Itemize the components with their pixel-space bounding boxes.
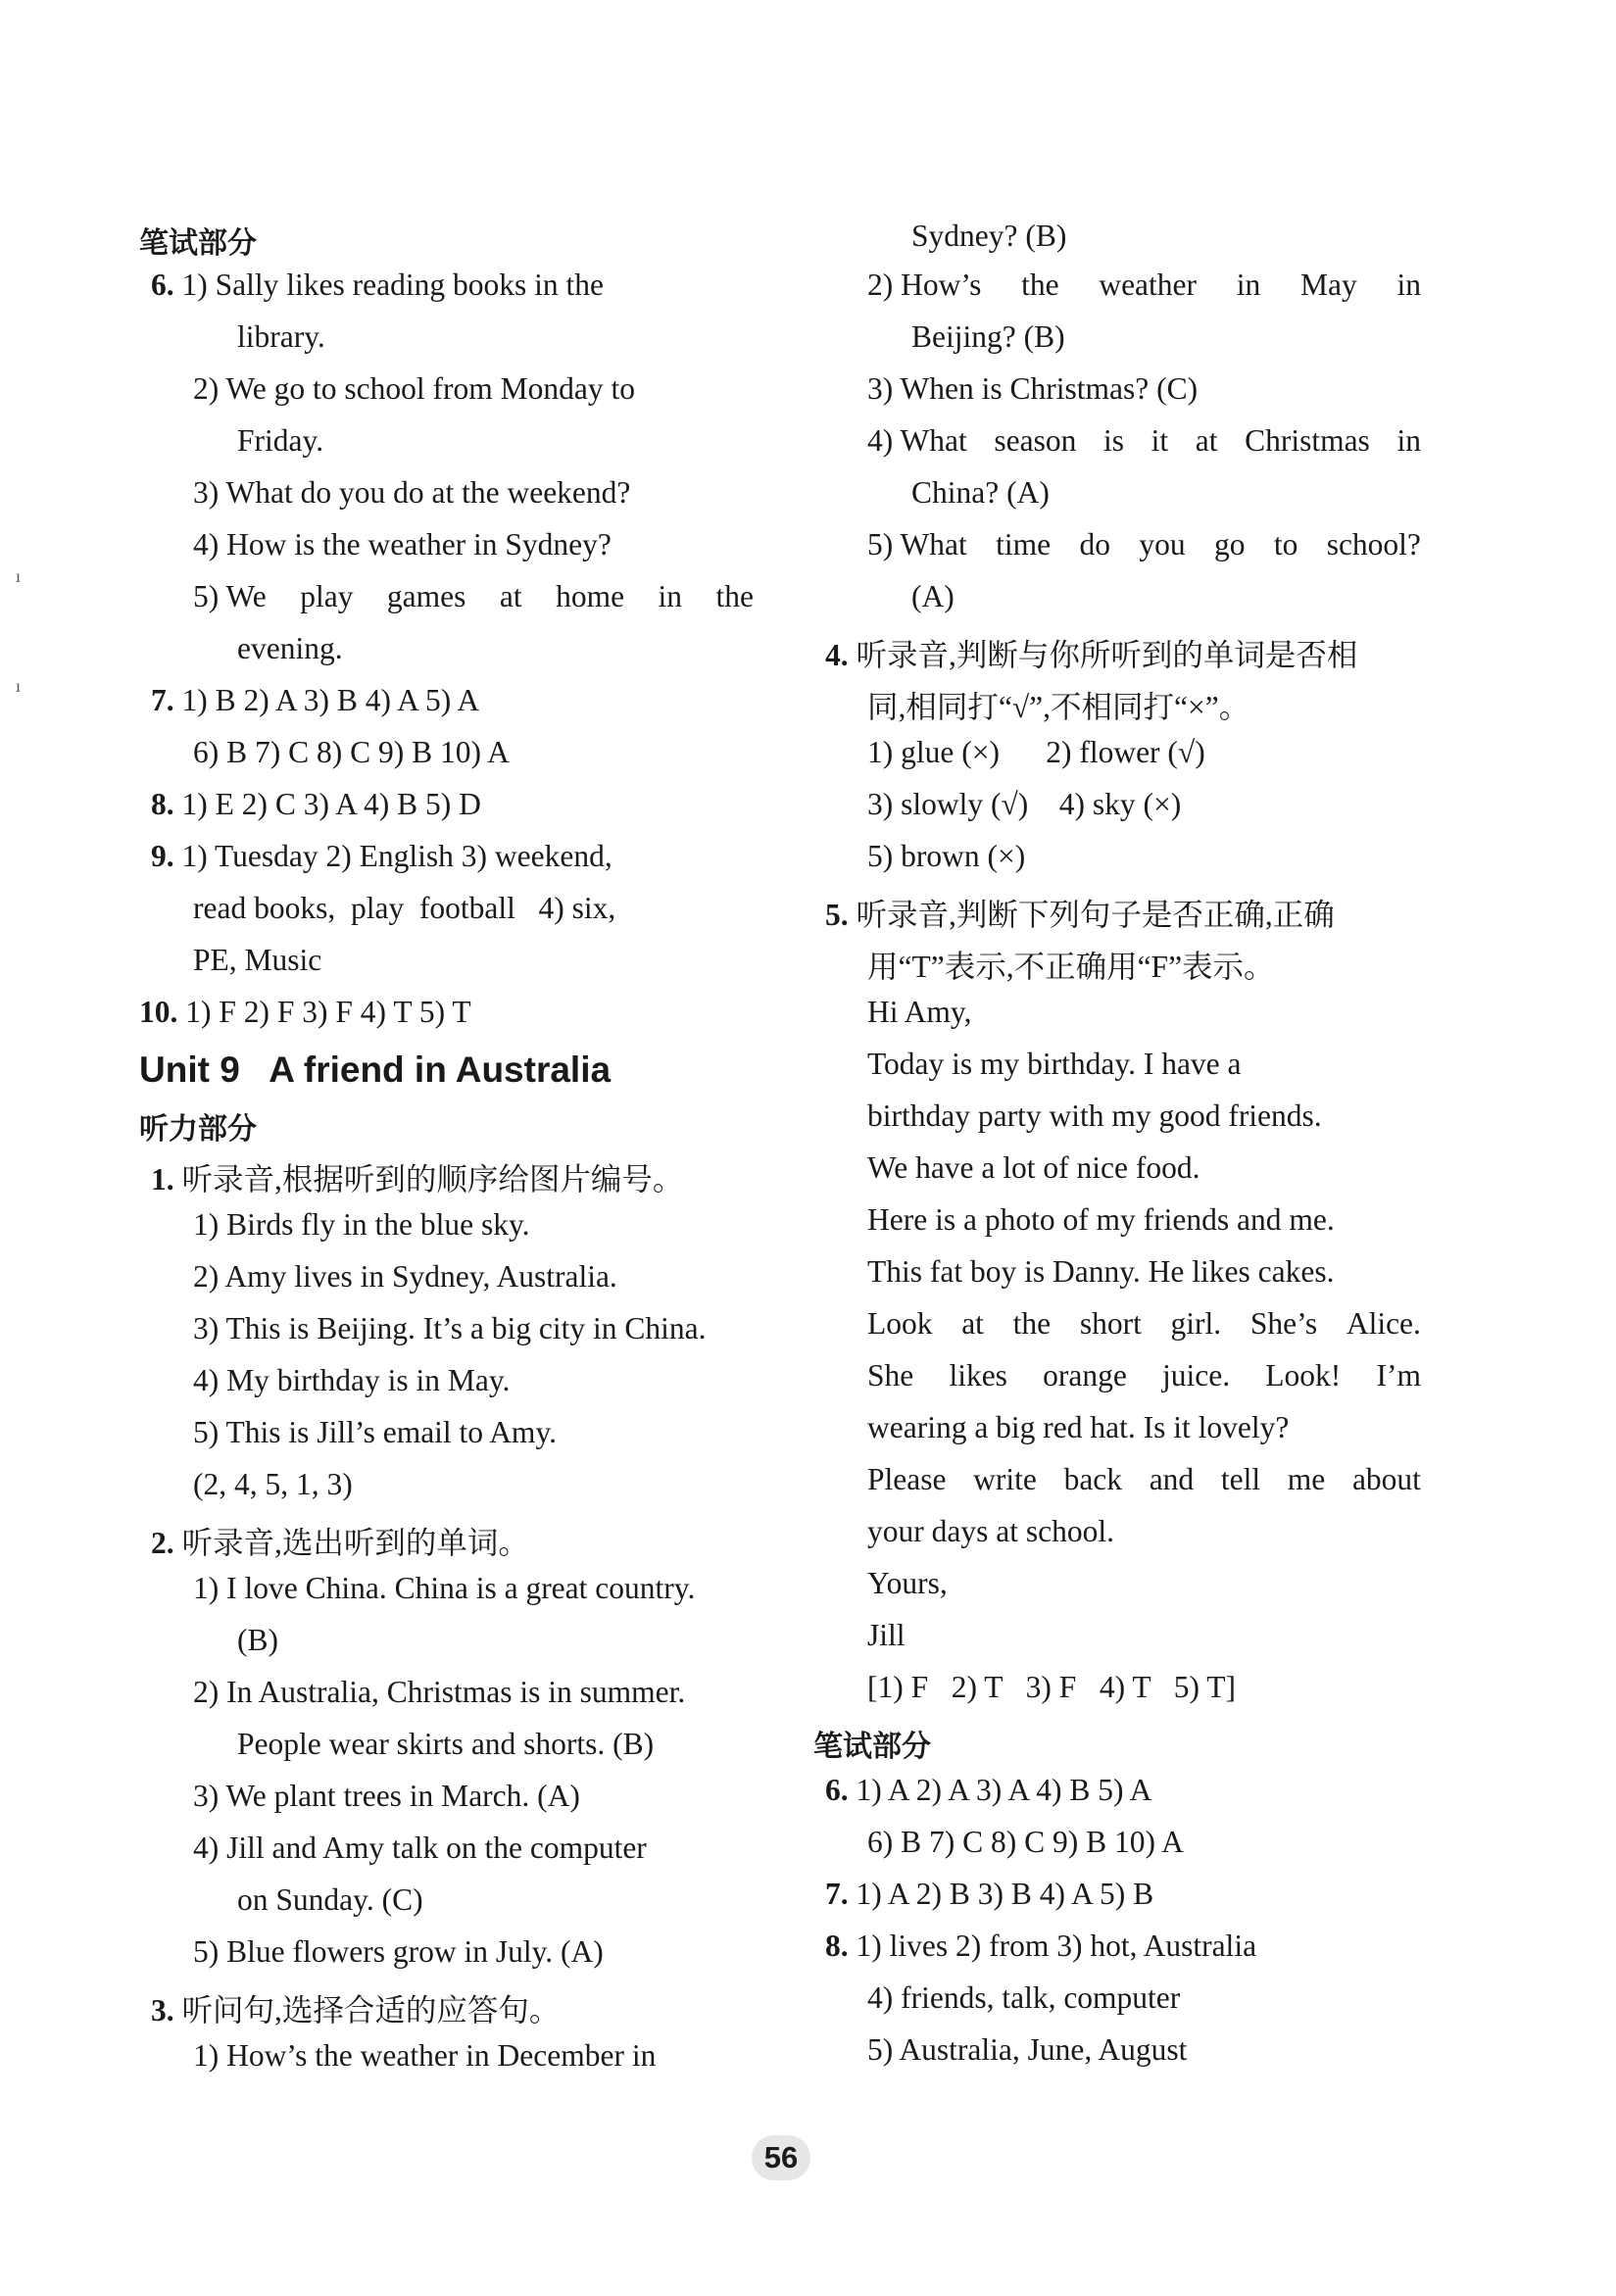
- question-number: 9.: [151, 839, 174, 873]
- answer-line: 1) B 2) A 3) B 4) A 5) A: [181, 683, 480, 717]
- word: the: [1021, 268, 1059, 302]
- word: 5) We: [193, 579, 267, 613]
- letter-line: Yours,: [867, 1566, 948, 1600]
- word: and: [1149, 1462, 1195, 1496]
- word: you: [1139, 527, 1186, 562]
- question-7: [151, 683, 479, 718]
- question-number: 2.: [151, 1526, 174, 1560]
- letter-line-justified: [867, 1358, 1421, 1393]
- instruction: 同,相同打“√”,不相同打“×”。: [867, 690, 1250, 724]
- answer-line: 2) We go to school from Monday to: [193, 371, 635, 406]
- word: juice.: [1162, 1358, 1231, 1392]
- question-number: 8.: [825, 1929, 849, 1963]
- answer-line: 2) In Australia, Christmas is in summer.: [193, 1675, 686, 1709]
- word: at: [961, 1306, 984, 1341]
- answer-line: 1) Tuesday 2) English 3) weekend,: [181, 839, 612, 873]
- word: it: [1151, 423, 1169, 458]
- question-8: [151, 787, 481, 822]
- answer-line: 6) B 7) C 8) C 9) B 10) A: [193, 735, 510, 769]
- answer-line: 5) Blue flowers grow in July. (A): [193, 1934, 604, 1969]
- letter-line: We have a lot of nice food.: [867, 1150, 1200, 1185]
- word: in: [1236, 268, 1261, 302]
- word: Christmas: [1245, 423, 1370, 458]
- word: write: [973, 1462, 1037, 1496]
- question-1: [151, 1155, 683, 1199]
- word: tell: [1220, 1462, 1261, 1496]
- answer-line: 3) slowly (√) 4) sky (×): [867, 787, 1182, 821]
- answer-line: 1) lives 2) from 3) hot, Australia: [856, 1929, 1257, 1963]
- answer-line: 4) friends, talk, computer: [867, 1980, 1181, 2015]
- word: about: [1351, 1462, 1421, 1496]
- answer-line: 1) I love China. China is a great country.: [193, 1571, 696, 1605]
- question-5: [825, 891, 1335, 935]
- letter-line: This fat boy is Danny. He likes cakes.: [867, 1254, 1335, 1289]
- word: May: [1300, 268, 1357, 302]
- question-number: 6.: [825, 1773, 849, 1807]
- unit-title: Unit 9 A friend in Australia: [139, 1050, 612, 1090]
- answer-line: (A): [911, 579, 955, 613]
- answer-line: 1) glue (×) 2) flower (√): [867, 735, 1205, 769]
- word: She’s: [1249, 1306, 1318, 1341]
- word: 5) What: [867, 527, 967, 562]
- question-9: [151, 839, 612, 874]
- word: orange: [1043, 1358, 1127, 1392]
- word: do: [1079, 527, 1110, 562]
- word: school?: [1326, 527, 1421, 562]
- answer-line: 2) Amy lives in Sydney, Australia.: [193, 1259, 617, 1294]
- answer-line: 1) Birds fly in the blue sky.: [193, 1207, 530, 1242]
- word: in: [1396, 423, 1421, 458]
- answer-line: 1) Sally likes reading books in the: [181, 268, 604, 302]
- word: home: [556, 579, 625, 613]
- answer-line: 1) How’s the weather in December in: [193, 2038, 657, 2073]
- answer-line: China? (A): [911, 475, 1050, 510]
- letter-line: Jill: [867, 1618, 906, 1652]
- question-number: 4.: [825, 638, 849, 672]
- question-6: [151, 268, 604, 303]
- question-number: 1.: [151, 1162, 174, 1197]
- answer-line: (2, 4, 5, 1, 3): [193, 1467, 353, 1501]
- answer-line: evening.: [237, 631, 343, 665]
- question-7: [825, 1877, 1153, 1912]
- margin-mark: ı: [16, 676, 22, 696]
- answer-line: 3) We plant trees in March. (A): [193, 1779, 580, 1813]
- word: at: [499, 579, 522, 613]
- answer-line: 3) What do you do at the weekend?: [193, 475, 631, 510]
- answer-line: on Sunday. (C): [237, 1882, 423, 1917]
- margin-mark: ı: [16, 566, 22, 586]
- instruction: 用“T”表示,不正确用“F”表示。: [867, 950, 1275, 984]
- answer-line: 5) Australia, June, August: [867, 2032, 1188, 2067]
- instruction: 听录音,判断下列句子是否正确,正确: [856, 898, 1335, 932]
- letter-line: Here is a photo of my friends and me.: [867, 1202, 1335, 1237]
- question-6: [825, 1773, 1151, 1808]
- answer-line: People wear skirts and shorts. (B): [237, 1727, 655, 1761]
- word: 2) How’s: [867, 268, 982, 302]
- question-3: [151, 1986, 560, 2030]
- answer-line: read books, play football 4) six,: [193, 891, 616, 925]
- question-number: 6.: [151, 268, 174, 302]
- letter-line: Today is my birthday. I have a: [867, 1047, 1242, 1081]
- word: She: [867, 1358, 914, 1392]
- answer-line: Friday.: [237, 423, 324, 458]
- section-heading-listening: 听力部分: [139, 1112, 257, 1147]
- word: at: [1195, 423, 1218, 458]
- answer-line: 5) brown (×): [867, 839, 1026, 873]
- answer-line: 1) F 2) F 3) F 4) T 5) T: [185, 995, 471, 1029]
- letter-line: birthday party with my good friends.: [867, 1099, 1322, 1133]
- answer-line: 4) My birthday is in May.: [193, 1363, 511, 1397]
- letter-line-justified: [867, 1462, 1421, 1497]
- word: me: [1287, 1462, 1326, 1496]
- word: to: [1273, 527, 1298, 562]
- answer-line: 3) When is Christmas? (C): [867, 371, 1199, 406]
- word: girl.: [1170, 1306, 1222, 1341]
- question-2: [151, 1519, 529, 1563]
- word: 4) What: [867, 423, 967, 458]
- answer-line: 1) E 2) C 3) A 4) B 5) D: [181, 787, 481, 821]
- instruction: 听问句,选择合适的应答句。: [181, 1993, 561, 2027]
- answer-line: Sydney? (B): [911, 219, 1067, 253]
- question-number: 5.: [825, 898, 849, 932]
- word: I’m: [1376, 1358, 1421, 1392]
- question-number: 7.: [151, 683, 174, 717]
- answer-line: [1) F 2) T 3) F 4) T 5) T]: [867, 1670, 1236, 1704]
- page-number: 56: [752, 2135, 810, 2180]
- word: likes: [949, 1358, 1007, 1392]
- word: in: [658, 579, 683, 613]
- question-number: 8.: [151, 787, 174, 821]
- answer-line: 1) A 2) B 3) B 4) A 5) B: [856, 1877, 1154, 1911]
- word: short: [1079, 1306, 1142, 1341]
- answer-line-justified: [193, 579, 754, 614]
- answer-line: Beijing? (B): [911, 319, 1065, 354]
- answer-line: 4) Jill and Amy talk on the computer: [193, 1831, 647, 1865]
- letter-line-justified: [867, 1306, 1421, 1342]
- answer-line: 1) A 2) A 3) A 4) B 5) A: [856, 1773, 1152, 1807]
- word: go: [1213, 527, 1246, 562]
- answer-line-justified: [867, 268, 1421, 303]
- word: games: [386, 579, 466, 613]
- word: play: [300, 579, 354, 613]
- answer-line: 4) How is the weather in Sydney?: [193, 527, 612, 562]
- answer-line: library.: [237, 319, 325, 354]
- word: Please: [867, 1462, 947, 1496]
- question-number: 7.: [825, 1877, 849, 1911]
- section-heading-written: 笔试部分: [139, 226, 257, 261]
- answer-line: 6) B 7) C 8) C 9) B 10) A: [867, 1825, 1184, 1859]
- word: Alice.: [1346, 1306, 1421, 1341]
- word: weather: [1099, 268, 1198, 302]
- word: Look!: [1265, 1358, 1342, 1392]
- answer-line: (B): [237, 1623, 278, 1657]
- word: back: [1063, 1462, 1123, 1496]
- instruction: 听录音,根据听到的顺序给图片编号。: [181, 1162, 684, 1197]
- question-4: [825, 631, 1357, 675]
- letter-line: wearing a big red hat. Is it lovely?: [867, 1410, 1290, 1444]
- answer-line-justified: [867, 423, 1421, 459]
- question-10: [139, 995, 471, 1030]
- letter-line: your days at school.: [867, 1514, 1114, 1548]
- section-heading-written: 笔试部分: [813, 1730, 931, 1764]
- question-number: 10.: [139, 995, 178, 1029]
- word: is: [1102, 423, 1124, 458]
- letter-line: Hi Amy,: [867, 995, 972, 1029]
- answer-line: 3) This is Beijing. It’s a big city in China.: [193, 1311, 707, 1345]
- question-number: 3.: [151, 1993, 174, 2027]
- instruction: 听录音,选出听到的单词。: [181, 1526, 529, 1560]
- answer-line: 5) This is Jill’s email to Amy.: [193, 1415, 558, 1449]
- word: the: [1012, 1306, 1052, 1341]
- instruction: 听录音,判断与你所听到的单词是否相: [856, 638, 1358, 672]
- answer-line-justified: [867, 527, 1421, 562]
- word: time: [996, 527, 1052, 562]
- question-8: [825, 1929, 1256, 1964]
- word: Look: [867, 1306, 933, 1341]
- answer-line: PE, Music: [193, 943, 322, 977]
- word: season: [994, 423, 1077, 458]
- word: in: [1396, 268, 1421, 302]
- word: the: [715, 579, 754, 613]
